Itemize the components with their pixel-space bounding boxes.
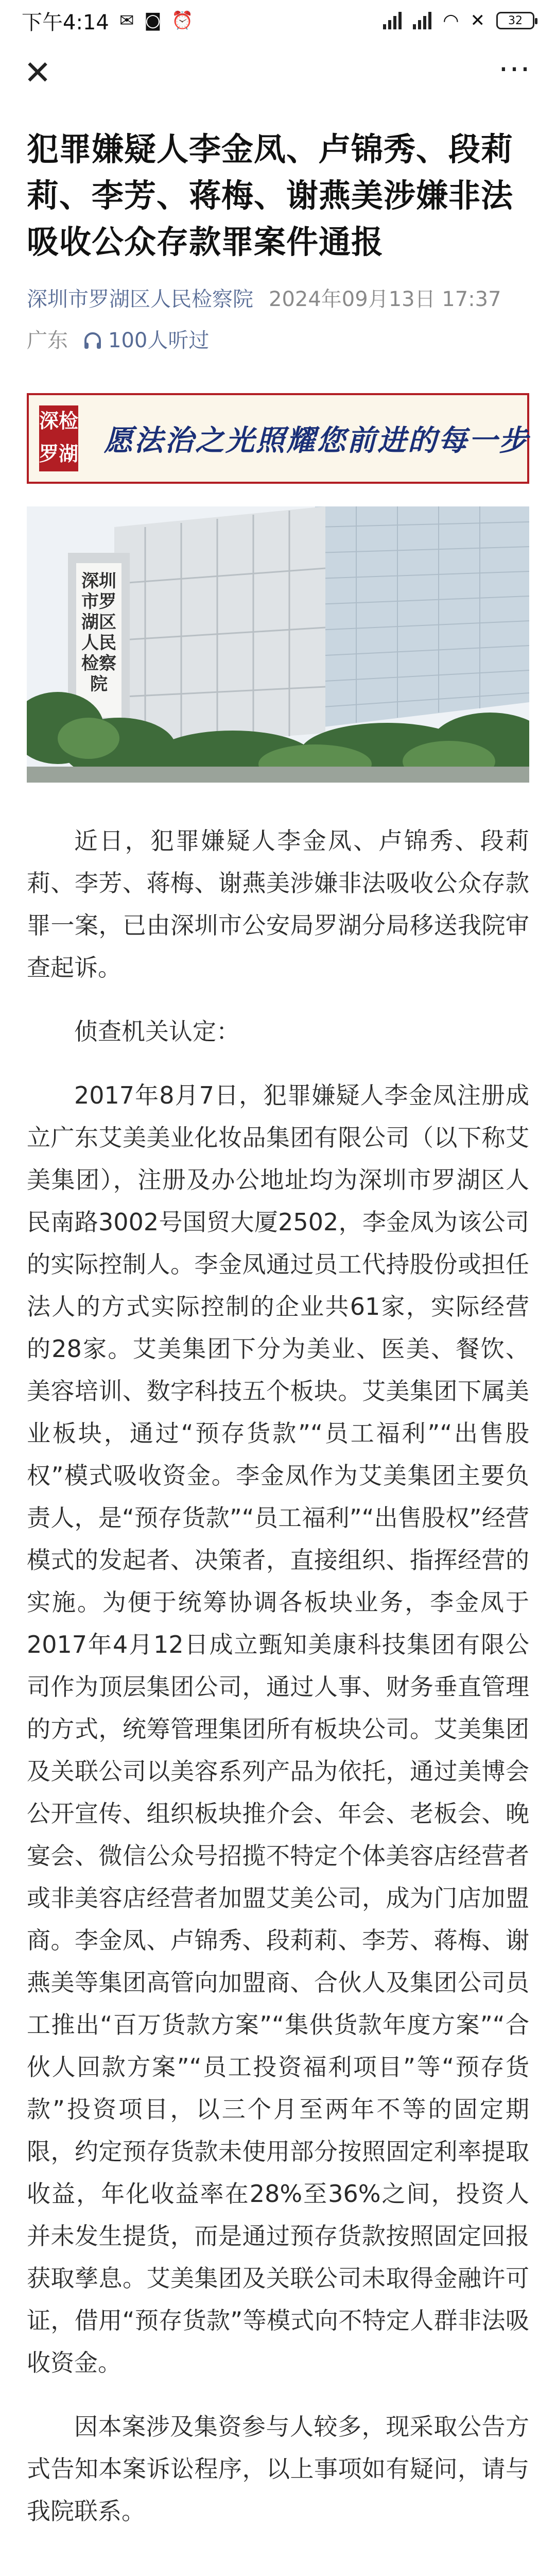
seal-char: 湖	[59, 442, 79, 465]
alarm-icon: ⏰	[171, 10, 194, 31]
article-title: 犯罪嫌疑人李金凤、卢锦秀、段莉莉、李芳、蒋梅、谢燕美涉嫌非法吸收公众存款罪案件通报	[27, 130, 514, 261]
paragraph-notice: 因本案涉及集资参与人较多，现采取公告方式告知本案诉讼程序，以上事项如有疑问，请与我院联系。	[27, 2413, 529, 2525]
paragraph-facts: 2017年8月7日，犯罪嫌疑人李金凤注册成立广东艾美美业化妆品集团有限公司（以下称艾美集团），注册及办公地址均为深圳市罗湖区人民南路3002号国贸大厦2502，李金凤为该公司的实际控制人。李金凤通过员工代持股份或担任法人的方式实际控制的企业共61家，实际经营的28家。艾美集团下分为美业、医美、餐饮、美容培训、数字科技五个板块。艾美集团下属美业板块，通过“预存货款”“员工福利”“出售股权”模式吸收资金。李金凤作为艾美集团主要负责人，是“预存货款”“员工福利”“出售股权”经营模式的发起者、决策者，直接组织、指挥经营的实施。为便于统筹协调各板块业务，李金凤于2017年4月12日成立甄知美康科技集团有限公司作为顶层集团公司，通过人事、财务垂直管理的方式，统筹管理集团所有板块公司。艾美集团及关联公司以美容系列产品为依托，通过美博会公开宣传、组织板块推介会、年会、老板会、晚宴会、微信公众号招揽不特定个体美容店经营者或非美容店经营者加盟艾美公司，成为门店加盟商。李金凤、卢锦秀、段莉莉、李芳、蒋梅、谢燕美等集团高管向加盟商、合伙人及集团公司员工推出“百万货款方案”“集供货款年度方案”“合伙人回款方案”“员工投资福利项目”等“预存货款”投资项目，以三个月至两年不等的固定期限，约定预存货款未使用部分按照固定利率提取收益，年化收益率在28%至36%之间，投资人并未发生提货，而是通过预存货款按照固定回报获取孳息。艾美集团及关联公司未取得金融许可证，借用“预存货款”等模式向不特定人群非法吸收资金。	[27, 1081, 529, 2377]
seal-char: 罗	[39, 442, 59, 465]
region-label: 广东	[27, 329, 68, 352]
account-name-link[interactable]: 深圳市罗湖区人民检察院	[27, 287, 253, 311]
building-photo[interactable]	[27, 506, 529, 783]
status-time: 下午4:14	[22, 10, 109, 35]
article-meta	[27, 285, 529, 314]
seal-char: 深	[39, 409, 59, 432]
procuratorate-seal-logo	[39, 405, 78, 471]
status-left	[22, 6, 194, 36]
slogan-banner	[27, 393, 529, 484]
seal-char: 检	[59, 409, 79, 432]
volume-icon: ✕	[470, 10, 485, 31]
article	[27, 126, 529, 2576]
cellular-signal-icon-2	[413, 12, 431, 29]
headphone-icon	[82, 330, 103, 351]
battery-icon	[496, 12, 534, 29]
more-options-icon[interactable]: ···	[498, 52, 531, 88]
paragraph-intro: 近日，犯罪嫌疑人李金凤、卢锦秀、段莉莉、李芳、蒋梅、谢燕美涉嫌非法吸收公众存款罪一案，已由深圳市公安局罗湖分局移送我院审查起诉。	[27, 827, 529, 981]
notification-icon: ✉	[119, 10, 134, 31]
wifi-icon: ◠	[443, 10, 459, 31]
article-body	[27, 820, 529, 2576]
battery-level: 32	[508, 14, 523, 27]
nav-bar	[0, 44, 556, 106]
article-meta-2	[27, 326, 529, 355]
cellular-signal-icon	[383, 12, 402, 29]
publish-date: 2024年09月13日 17:37	[269, 287, 501, 311]
listen-count: 100人听过	[108, 329, 210, 352]
banner-slogan: 愿法治之光照耀您前进的每一步	[104, 423, 530, 457]
close-icon[interactable]: ✕	[24, 54, 51, 92]
status-right	[383, 10, 534, 31]
listen-button[interactable]	[82, 326, 209, 355]
building-sign-text: 深圳市罗湖区人民检察院	[81, 571, 116, 694]
paragraph-finding-header: 侦查机关认定：	[74, 1018, 240, 1045]
chat-icon: ◙	[144, 10, 162, 31]
status-bar	[0, 0, 556, 41]
